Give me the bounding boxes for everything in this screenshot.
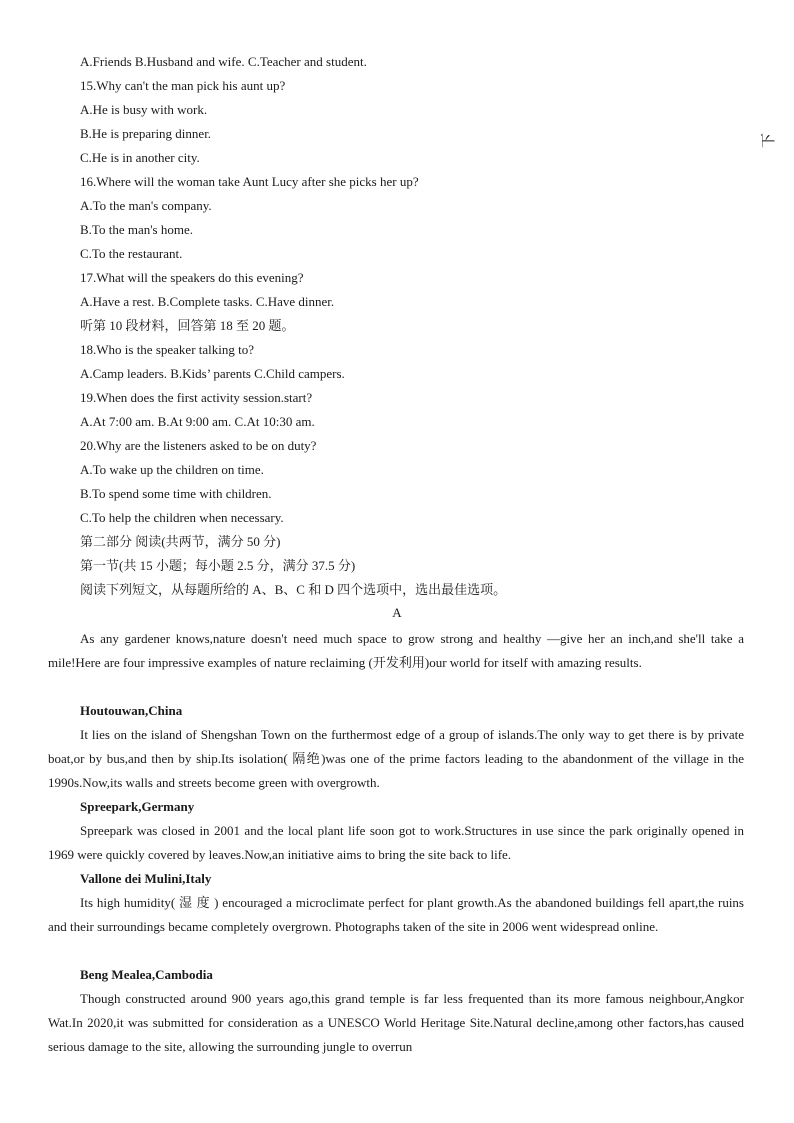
option-line: A.At 7:00 am. B.At 9:00 am. C.At 10:30 am.: [80, 414, 315, 429]
option-line: A.Camp leaders. B.Kids’ parents C.Child campers.: [80, 366, 345, 381]
section-title: 第二部分 阅读(共两节，满分 50 分): [80, 534, 281, 549]
question-line: 18.Who is the speaker talking to?: [80, 342, 255, 357]
section-text: Spreepark was closed in 2001 and the local plant life soon got to work.Structures in use since the park originally opened in 1969 were quickly covered by leaves.Now,an initiative aims to bring the site back to life.: [48, 823, 744, 862]
option-line: C.To help the children when necessary.: [80, 510, 284, 525]
section-body: [48, 891, 744, 939]
section-body: [48, 723, 744, 795]
section-subtitle: 第一节(共 15 小题；每小题 2.5 分，满分 37.5 分): [80, 558, 356, 573]
passage-intro: [48, 627, 744, 675]
question-line: 20.Why are the listeners asked to be on duty?: [80, 438, 317, 453]
option-line: B.To the man's home.: [80, 222, 194, 237]
option-line: B.He is preparing dinner.: [80, 126, 212, 141]
question-line: 17.What will the speakers do this evening?: [80, 270, 304, 285]
question-line: 16.Where will the woman take Aunt Lucy after she picks her up?: [80, 174, 419, 189]
section-heading: Spreepark,Germany: [80, 799, 195, 814]
side-margin-mark: 下: [759, 132, 778, 149]
section-text: It lies on the island of Shengshan Town on the furthermost edge of a group of islands.The only way to get there is by private boat,or by bus,and then by ship.Its isolation( 隔绝)was one of the prime factors leading to the abandonment of the village in the 1990s.Now,its walls and streets become green with overgrowth.: [48, 727, 744, 790]
option-line: B.To spend some time with children.: [80, 486, 272, 501]
section-body: [48, 987, 744, 1059]
instruction-line: 听第 10 段材料，回答第 18 至 20 题。: [80, 318, 295, 333]
option-line: A.He is busy with work.: [80, 102, 208, 117]
section-heading: Vallone dei Mulini,Italy: [80, 871, 212, 886]
option-line: A.To wake up the children on time.: [80, 462, 264, 477]
option-line: A.Friends B.Husband and wife. C.Teacher and student.: [80, 54, 367, 69]
reading-instructions: 阅读下列短文，从每题所给的 A、B、C 和 D 四个选项中，选出最佳选项。: [80, 582, 507, 597]
question-line: 15.Why can't the man pick his aunt up?: [80, 78, 286, 93]
section-text: Though constructed around 900 years ago,this grand temple is far less frequented than its more famous neighbour,Angkor Wat.In 2020,it was submitted for consideration as a UNESCO World Heritage Site.Natural decline,among other factors,has caused serious damage to the site, allowing the surrounding jungle to overrun: [48, 991, 744, 1054]
section-heading: Houtouwan,China: [80, 703, 183, 718]
section-body: [48, 819, 744, 867]
option-line: A.To the man's company.: [80, 198, 212, 213]
option-line: C.To the restaurant.: [80, 246, 183, 261]
section-text: Its high humidity( 湿 度 ) encouraged a microclimate perfect for plant growth.As the abandoned buildings fell apart,the ruins and their surroundings became completely overgrown. Photographs taken of the site in 2006 went widespread online.: [48, 895, 744, 934]
option-line: C.He is in another city.: [80, 150, 200, 165]
question-line: 19.When does the first activity session.start?: [80, 390, 313, 405]
intro-text: As any gardener knows,nature doesn't need much space to grow strong and healthy —give her an inch,and she'll take a mile!Here are four impressive examples of nature reclaiming (开发利用)our world for itself with amazing results.: [48, 631, 744, 670]
passage-label: A: [392, 605, 402, 620]
option-line: A.Have a rest. B.Complete tasks. C.Have dinner.: [80, 294, 335, 309]
section-heading: Beng Mealea,Cambodia: [80, 967, 213, 982]
